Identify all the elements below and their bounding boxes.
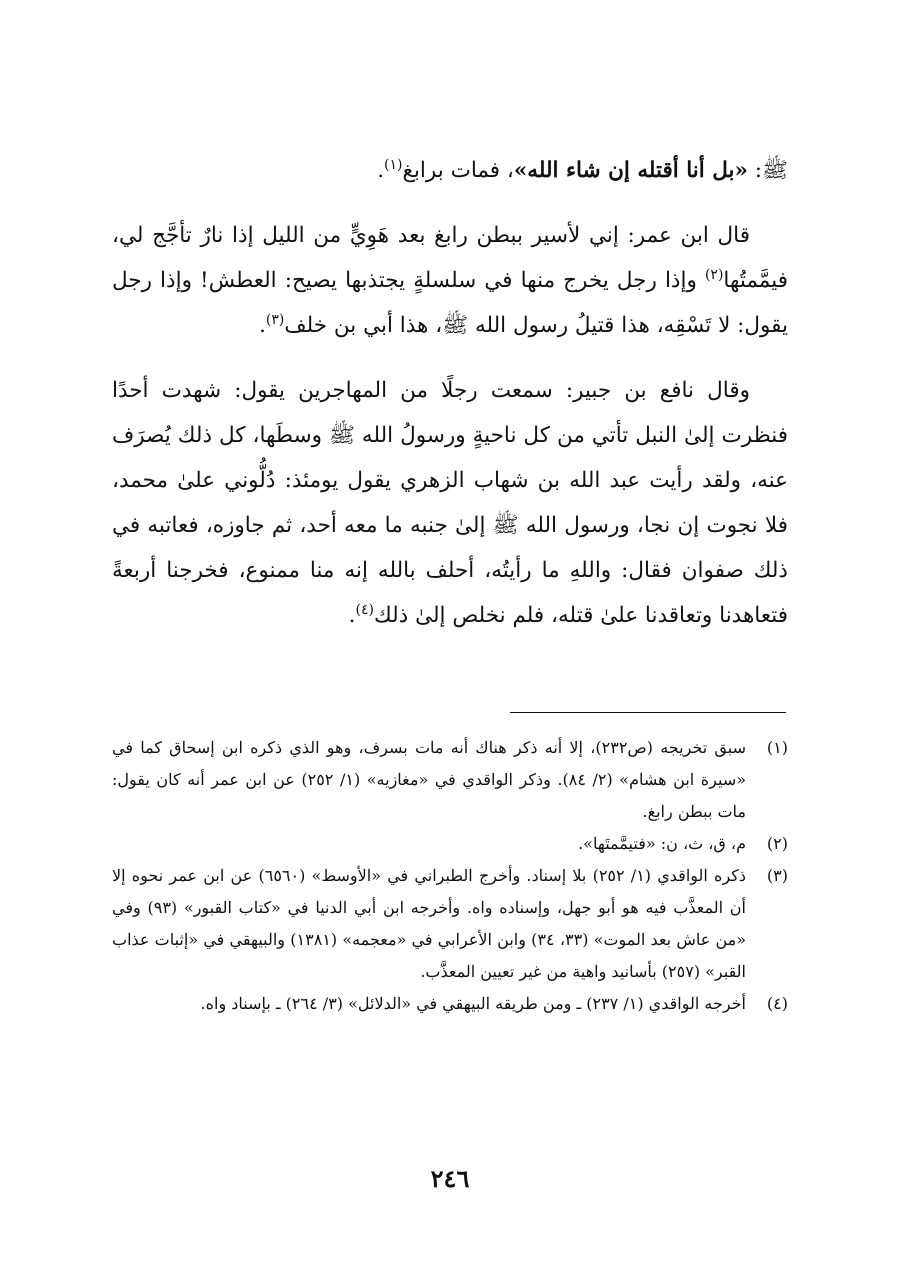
- footnote-2: [112, 828, 788, 860]
- paragraph-1-end: .: [377, 158, 385, 183]
- footnotes: [112, 732, 788, 1020]
- paragraph-2-part-a: قال ابن عمر: إني لأسير ببطن رابغ بعد هَوِيٍّ من الليل إذا نارٌ تأجَّج لي، فيمَّمتُها: [112, 223, 788, 293]
- footnote-4: [112, 988, 788, 1020]
- footnote-text: أخرجه الواقدي (١/ ٢٣٧) ـ ومن طريقه البيهقي في «الدلائل» (٣/ ٢٦٤) ـ بإسناد واه.: [200, 994, 746, 1013]
- footnote-3: [112, 860, 788, 988]
- main-text: [112, 148, 788, 658]
- footnote-ref[interactable]: (٤): [355, 601, 374, 618]
- footnote-divider: [510, 712, 786, 713]
- footnote-ref[interactable]: (٢): [704, 266, 724, 283]
- paragraph-3-text: وقال نافع بن جبير: سمعت رجلًا من المهاجرين يقول: شهدت أحدًا فنظرت إلىٰ النبل تأتي من كل ناحيةٍ ورسولُ الله ﷺ وسطَها، كل ذلك يُصرَف عنه، ولقد رأيت عبد الله بن شهاب الزهري يقول يومئذ: دُلُّوني علىٰ محمد، فلا نجوت إن نجا، ورسول الله ﷺ إلىٰ جنبه ما معه أحد، ثم جاوزه، فعاتبه في ذلك صفوان فقال: واللهِ ما رأيتُه، أحلف بالله إنه منا ممنوع، فخرجنا أربعةً فتعاهدنا وتعاقدنا علىٰ قتله، فلم نخلص إلىٰ ذلك: [112, 378, 788, 628]
- page-number: ٢٤٦: [430, 1164, 470, 1193]
- paragraph-3: [112, 368, 788, 638]
- footnote-1: [112, 732, 788, 828]
- footnote-number: (١): [766, 738, 788, 757]
- footnote-ref[interactable]: (٣): [265, 311, 285, 328]
- paragraph-2-part-b: وإذا رجل يخرج منها في سلسلةٍ يجتذبها يصيح: العطش! وإذا رجل يقول: لا تَسْقِه، هذا قتيلُ رسول الله ﷺ، هذا أبي بن خلف: [112, 268, 788, 338]
- footnote-number: (٢): [766, 834, 788, 853]
- paragraph-2: [112, 213, 788, 348]
- footnote-ref[interactable]: (١): [384, 156, 403, 173]
- paragraph-3-end: .: [348, 603, 356, 628]
- footnote-text: م، ق، ث، ن: «فتيمَّمتَها».: [578, 834, 746, 853]
- paragraph-1-lead: ﷺ:: [747, 158, 788, 183]
- paragraph-1: [112, 148, 788, 193]
- footnote-number: (٣): [766, 866, 788, 885]
- footnote-number: (٤): [766, 994, 788, 1013]
- paragraph-2-end: .: [259, 313, 266, 338]
- paragraph-1-tail: ، فمات برابغ: [402, 158, 514, 183]
- footnote-text: ذكره الواقدي (١/ ٢٥٢) بلا إسناد. وأخرج الطبراني في «الأوسط» (٦٥٦٠) عن ابن عمر نحوه إلا أن المعذَّب فيه هو أبو جهل، وإسناده واه. وأخرجه ابن أبي الدنيا في «كتاب القبور» (٩٣) وفي «من عاش بعد الموت» (٣٣، ٣٤) وابن الأعرابي في «معجمه» (١٣٨١) والبيهقي في «إثبات عذاب القبر» (٢٥٧) بأسانيد واهية من غير تعيين المعذَّب.: [112, 866, 747, 981]
- prophet-quote: «بل أنا أقتله إن شاء الله»: [513, 158, 748, 183]
- footnote-text: سبق تخريجه (ص٢٣٢)، إلا أنه ذكر هناك أنه مات بسرف، وهو الذي ذكره ابن إسحاق كما في «سيرة ابن هشام» (٢/ ٨٤). وذكر الواقدي في «مغازيه» (١/ ٢٥٢) عن ابن عمر أنه كان يقول: مات ببطن رابغ.: [112, 738, 747, 821]
